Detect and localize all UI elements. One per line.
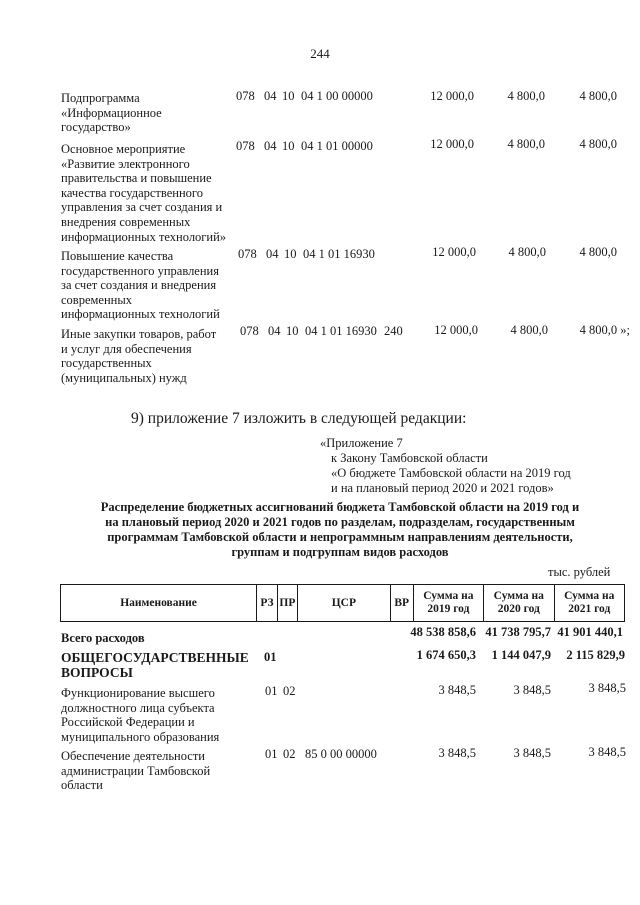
row-subsection-name: Функционирование высшего должностного лица субъекта Российской Федерации и муниципального образования bbox=[61, 686, 220, 744]
top-row-ministry: 078 bbox=[240, 324, 259, 338]
row-item-sum-2020: 3 848,5 bbox=[513, 746, 551, 760]
row-section-name: ОБЩЕГОСУДАРСТВЕННЫЕ ВОПРОСЫ bbox=[61, 650, 249, 680]
row-item-name: Обеспечение деятельности администрации Тамбовской области bbox=[61, 749, 211, 793]
top-row-sum-2019: 12 000,0 bbox=[430, 89, 474, 103]
top-row-ministry: 078 bbox=[238, 247, 257, 261]
top-row-sum-2020: 4 800,0 bbox=[508, 245, 546, 259]
header-sum-2021: Сумма на 2021 год bbox=[554, 585, 625, 622]
row-item-sum-2021: 3 848,5 bbox=[588, 745, 626, 759]
top-row-sum-2020: 4 800,0 bbox=[510, 323, 548, 337]
top-row-sum-2020: 4 800,0 bbox=[507, 137, 545, 151]
top-row-sum-2019: 12 000,0 bbox=[430, 137, 474, 151]
header-rz: РЗ bbox=[257, 585, 278, 622]
row-section-sum-2021: 2 115 829,9 bbox=[566, 648, 625, 662]
row-section-sum-2019: 1 674 650,3 bbox=[416, 648, 476, 662]
top-row-sum-2021: 4 800,0 bbox=[579, 137, 617, 151]
row-subsection-sum-2021: 3 848,5 bbox=[588, 681, 626, 695]
header-name: Наименование bbox=[61, 585, 257, 622]
top-row-sum-2021: 4 800,0 »; bbox=[579, 323, 630, 337]
top-row-pr: 10 bbox=[286, 324, 299, 338]
top-row-csr: 04 1 00 00000 bbox=[301, 89, 373, 103]
top-row-pr: 10 bbox=[284, 247, 297, 261]
page-number: 244 bbox=[310, 46, 330, 61]
row-item-csr: 85 0 00 00000 bbox=[305, 747, 377, 761]
appendix-caption: «Приложение 7 к Закону Тамбовской области «О бюджете Тамбовской области на 2019 год и на плановый период 2020 и 2021 годов» bbox=[320, 436, 571, 495]
header-vr: ВР bbox=[390, 585, 413, 622]
row-section-sum-2020: 1 144 047,9 bbox=[491, 648, 551, 662]
top-row-csr: 04 1 01 16930 bbox=[305, 324, 377, 338]
amendment-paragraph: 9) приложение 7 изложить в следующей редакции: bbox=[131, 410, 467, 427]
row-total-name: Всего расходов bbox=[61, 631, 145, 645]
top-row-csr: 04 1 01 16930 bbox=[303, 247, 375, 261]
top-row-sum-2020: 4 800,0 bbox=[507, 89, 545, 103]
table-header bbox=[60, 584, 625, 622]
row-subsection-sum-2020: 3 848,5 bbox=[513, 683, 551, 697]
row-total-sum-2019: 48 538 858,6 bbox=[410, 625, 476, 639]
row-item-rz: 01 bbox=[265, 747, 278, 761]
row-item-sum-2019: 3 848,5 bbox=[438, 746, 476, 760]
top-row-rz: 04 bbox=[266, 247, 279, 261]
row-total-sum-2020: 41 738 795,7 bbox=[485, 625, 551, 639]
top-row-name: Иные закупки товаров, работ и услуг для обеспечения государственных (муниципальных) нужд bbox=[61, 327, 217, 385]
top-row-rz: 04 bbox=[268, 324, 281, 338]
top-row-vr: 240 bbox=[384, 324, 403, 338]
top-row-name: Подпрограмма «Информационное государство» bbox=[61, 91, 162, 135]
top-row-name: Основное мероприятие «Развитие электронного правительства и повышение качества государственного управления за счет создания и внедрения современных информационных технологий» bbox=[61, 142, 227, 244]
row-section-rz: 01 bbox=[264, 650, 277, 664]
top-row-pr: 10 bbox=[282, 139, 295, 153]
top-row-sum-2019: 12 000,0 bbox=[434, 323, 478, 337]
top-row-ministry: 078 bbox=[236, 139, 255, 153]
top-row-rz: 04 bbox=[264, 89, 277, 103]
top-row-sum-2021: 4 800,0 bbox=[579, 245, 617, 259]
row-subsection-rz: 01 bbox=[265, 684, 278, 698]
top-row-sum-2019: 12 000,0 bbox=[432, 245, 476, 259]
top-row-pr: 10 bbox=[282, 89, 295, 103]
top-row-rz: 04 bbox=[264, 139, 277, 153]
header-pr: ПР bbox=[277, 585, 297, 622]
row-subsection-sum-2019: 3 848,5 bbox=[438, 683, 476, 697]
header-csr: ЦСР bbox=[297, 585, 390, 622]
row-item-pr: 02 bbox=[283, 747, 296, 761]
row-subsection-pr: 02 bbox=[283, 684, 296, 698]
header-sum-2020: Сумма на 2020 год bbox=[484, 585, 554, 622]
document-heading: Распределение бюджетных ассигнований бюджета Тамбовской области на 2019 год и на плановый период 2020 и 2021 годов по разделам, подразделам, государственным программам Тамбовской области и непрограммным направлениям деятельности, группам и подгруппам видов расходов bbox=[100, 500, 580, 559]
top-row-ministry: 078 bbox=[236, 89, 255, 103]
top-row-sum-2021: 4 800,0 bbox=[579, 89, 617, 103]
row-total-sum-2021: 41 901 440,1 bbox=[557, 625, 623, 639]
header-sum-2019: Сумма на 2019 год bbox=[413, 585, 483, 622]
units-label: тыс. рублей bbox=[548, 565, 611, 579]
top-row-csr: 04 1 01 00000 bbox=[301, 139, 373, 153]
top-row-name: Повышение качества государственного управления за счет создания и внедрения современных информационных технологий bbox=[61, 249, 220, 322]
